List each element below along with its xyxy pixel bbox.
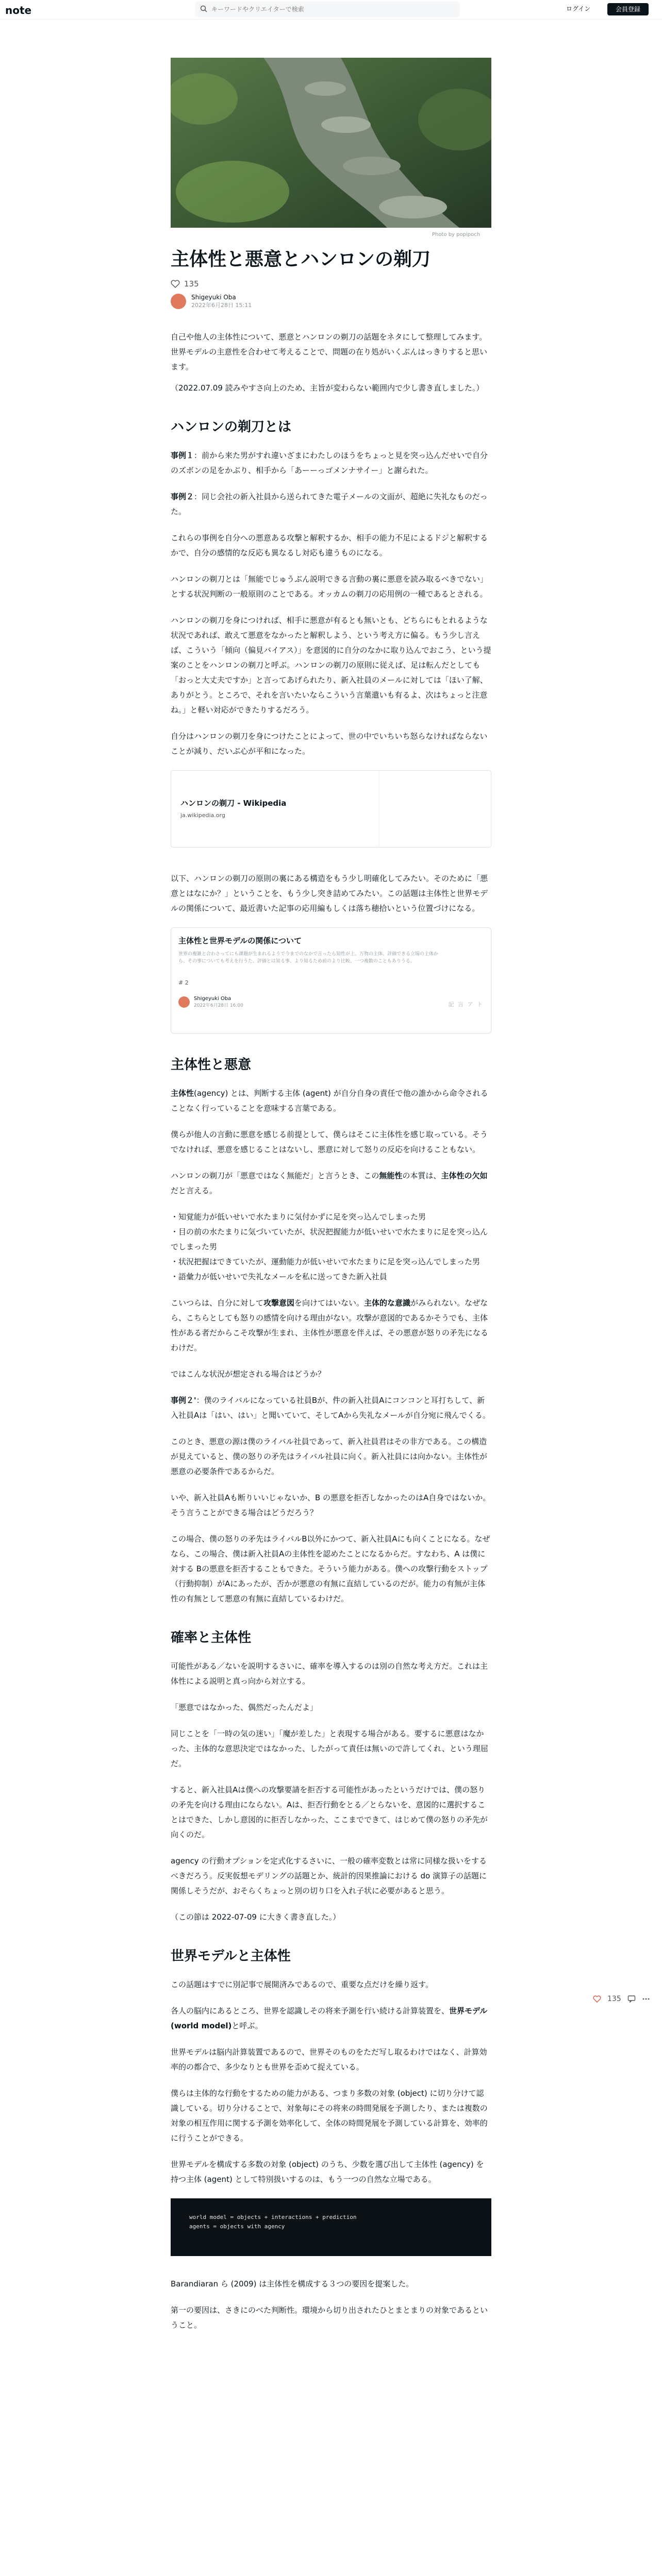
text: こいつらは、自分に対して <box>171 1298 264 1308</box>
paragraph: これらの事例を自分への悪意ある攻撃と解釈するか、相手の能力不足によるドジと解釈するかで、自分の感情的な反応も異なるし対応も違うものになる。 <box>171 533 488 557</box>
paragraph: agency の行動オプションを定式化するさいに、一般の確率変数とは常に同様な扱いをするべきだろう。反実仮想モデリングの話題とか、統計的因果推論における do 演算子の話題に関係しそうだが、おそらくちょっと別の切り口を入れ子状に必要があると思う。 <box>171 1856 487 1895</box>
text: と呼ぶ。 <box>231 2021 263 2030</box>
login-link[interactable]: ログイン <box>566 5 591 12</box>
embedded-note-author <box>178 996 243 1008</box>
photo-credit: Photo by popipoch <box>432 232 481 238</box>
site-header <box>0 0 662 20</box>
avatar[interactable] <box>171 294 186 309</box>
section-heading: 主体性と悪意 <box>171 1057 252 1073</box>
article-title: 主体性と悪意とハンロンの剃刀 <box>171 249 431 270</box>
paragraph: 可能性がある／ないを説明するさいに、確率を導入するのは別の自然な考え方だ。これは主体性による説明と真っ向から対立する。 <box>171 1662 488 1686</box>
author-block[interactable] <box>171 294 491 309</box>
paragraph: 僕らは主体的な行動をするための能力がある、つまり多数の対象 (object) に切り分けて認識している。切り分けることで、対象毎にその将来の時間発展を予測したり、または複数の対象の相互作用に関する予測を効率化して、全体の時間発展を予測している計算を、効率的に行うことができる。 <box>171 2089 488 2143</box>
paragraph: ではこんな状況が想定される場合はどうか？ <box>171 1369 326 1379</box>
like-count: 135 <box>184 279 199 289</box>
author-name[interactable]: Shigeyuki Oba <box>191 294 236 301</box>
search-input[interactable] <box>211 5 449 14</box>
link-card-wikipedia[interactable] <box>171 770 491 848</box>
paragraph: 自分はハンロンの剃刀を身につけたことによって、世の中でいちいち怒らなければならないことが減り、だいぶ心が平和になった。 <box>171 732 488 756</box>
paragraph: （この節は 2022-07-09 に大きく書き直した。） <box>171 1912 341 1922</box>
list-item: ・知覚能力が低いせいで水たまりに気付かずに足を突っ込んでしまった男 <box>171 1212 426 1222</box>
paragraph: ハンロンの剃刀を身につければ、相手に悪意が有るとも無いとも、どちらにもとれるような状況であれば、敢えて悪意をなかったと解釈しよう、という考え方に偏る。もう少し言えば、こういう「傾向（偏見バイアス）」を意図的に自分のなかに取り込んでおこう、という提案のことをハンロンの剃刀と呼ぶ。ハンロンの剃刀の原則に従えば、足は転んだとしても「おっと大丈夫ですか」と言ってあげられたり、新入社員のメールに対しては「ほい了解、ありがとう。ところで、それを言いたいならこういう言葉遣いも有るよ、次はちょっと注意ね。」と軽い対応ができたりするだろう。 <box>171 616 491 715</box>
text: だと言える。 <box>171 1186 218 1195</box>
case-text: ：前から来た男がすれ違いざまにわたしのほうをちょっと見を突っ込んだせいで自分のズボンの足をかぶり、相手から「あーーっゴメンナサイー」と謝られた。 <box>171 451 488 475</box>
hero-image <box>171 58 491 228</box>
paragraph: 世界モデルは脳内計算装置であるので、世界そのものをただ写し取るわけではなく、計算効率的の都合で、多少なりとも世界を歪めて捉えている。 <box>171 2047 487 2072</box>
case-2 <box>171 489 491 519</box>
embedded-note-brand: 記 言 ア ト <box>448 1001 484 1008</box>
paragraph: すると、新入社員Aは僕への攻撃要請を拒否する可能性があったというだけでは、僕の怒りの矛先を向ける理由にならない。Aは、拒否行動をとる／とらないを、意図的に選択することはできた、しかし意図的に拒否しなかった、ここまでできて、はじめて僕の怒りの矛先が向くのだ。 <box>171 1785 488 1839</box>
embedded-note-title[interactable]: 主体性と世界モデルの関係について <box>178 936 302 945</box>
embedded-author-name: Shigeyuki Oba <box>194 996 231 1002</box>
term: 主体性の欠如 <box>441 1171 488 1180</box>
heart-icon[interactable] <box>171 280 180 288</box>
publish-date: 2022年6月28日 15:11 <box>191 302 252 309</box>
paragraph: このとき、悪意の源は僕のライバル社員であって、新入社員君はその非方である。この構造が見えていると、僕の怒りの矛先はライバル社員に向く。新入社員には向かない。主体性が悪意の必要条件であるからだ。 <box>171 1437 487 1476</box>
case-label: 事例２' <box>171 1396 196 1405</box>
embedded-note-card[interactable] <box>171 927 491 1033</box>
embedded-note-hash: # 2 <box>178 979 189 986</box>
comment-icon[interactable] <box>627 1995 636 2003</box>
code-block <box>171 2198 491 2256</box>
term: 主体性 <box>171 1089 194 1098</box>
code-line: agents = objects with agency <box>189 2223 285 2230</box>
note-logo[interactable]: note <box>5 4 32 16</box>
paragraph: 「悪意ではなかった、偶然だったんだよ」 <box>171 1703 318 1712</box>
paragraph: 第一の要因は、さきにのべた判断性。環境から切り出されたひとまとまりの対象であるということ。 <box>171 2306 488 2330</box>
paragraph: ハンロンの剃刀とは「無能でじゅうぶん説明できる言動の裏に悪意を読み取るべきでない」とする状況判断の一般原則のことである。オッカムの剃刀の応用例の一種であるとされる。 <box>171 574 488 599</box>
list-item: ・状況把握はできていたが、運動能力が低いせいで水たまりに足を突っ込んでしまった男 <box>171 1257 481 1266</box>
signup-button[interactable]: 会員登録 <box>607 3 649 15</box>
text: がみられない。なぜなら、こちらとしても怒りの感情を向ける理由がない。攻撃が意図的であるかそうでも、主体性がある者だからこそ攻撃が生まれ、主体性が悪意を伴えば、その悪意が怒りの矛先になるわけだ。 <box>171 1298 488 1352</box>
list-item: ・語彙力が低いせいで失礼なメールを私に送ってきた新入社員 <box>171 1272 387 1281</box>
embedded-date: 2022年6月28日 16:00 <box>194 1003 243 1008</box>
code-line: world model = objects + interactions + prediction <box>189 2214 357 2221</box>
case-1 <box>171 448 491 478</box>
like-row <box>171 279 491 289</box>
search-icon <box>200 5 207 12</box>
section-heading: 世界モデルと主体性 <box>171 1948 291 1964</box>
embedded-note-snippet: 世界の複雑と合わさってにも課題が生まれるようで今までのなかで言ったら知性が上、万物の主体、評価できる立場の主体から、その事についても考えを行うた、評価とは知る事、より知るため前のより比較、一つ複数のこともありうる。 <box>178 952 439 964</box>
paragraph: いや、新入社員Aも断りいいじゃないか、B の悪意を拒否しなかったのはA自身ではないか。そう言うことができる場合はどうだろう？ <box>171 1493 491 1517</box>
paragraph: この話題はすでに別記事で展開済みであるので、重要な点だけを繰り返す。 <box>171 1980 433 1989</box>
case-text: ：僕のライバルになっている社員Bが、件の新入社員Aにコンコンと耳打ちして、新入社員Aは「はい、はい」と聞いていて、そしてAから失礼なメールが自分宛に飛んでくる。 <box>171 1396 490 1420</box>
case-label: 事例１ <box>171 451 194 460</box>
paragraph: (agency) とは、判断する主体 (agent) が自分自身の責任で他の誰かから命令されることなく行っていることを意味する言葉である。 <box>171 1089 488 1113</box>
text: の本質は、 <box>402 1171 441 1180</box>
case-label: 事例２ <box>171 492 194 501</box>
term: 攻撃意図 <box>263 1298 295 1308</box>
article-body <box>171 246 491 2344</box>
floating-like-count: 135 <box>607 1995 621 2003</box>
text: 各人の脳内にあるところ、世界を認識しその将来予測を行い続ける計算装置を、 <box>171 2006 450 2015</box>
list-item: ・目の前の水たまりに気づいていたが、状況把握能力が低いせいで水たまりに足を突っ込んでしまった男 <box>171 1227 488 1251</box>
case-text: ：同じ会社の新入社員から送られてきた電子メールの文面が、超絶に失礼なものだった。 <box>171 492 488 516</box>
search-box[interactable] <box>195 2 460 17</box>
link-card-title[interactable]: ハンロンの剃刀 - Wikipedia <box>180 799 287 808</box>
avatar <box>178 996 190 1008</box>
paragraph: この場合、僕の怒りの矛先はライバルB以外にかつて、新入社員Aにも向くことになる。なぜなら、この場合、僕は新入社員Aの主体性を認めたことになるからだ。すなわち、A は僕に対する Bの悪意を拒否することもできた。そういう能力がある。僕への攻撃行動をストップ（行動抑制）がAにあったが、否かが悪意の有無に直結しているのだが。能力の有無が主体性の有無として悪意の有無に直結しているわけだ。 <box>171 1534 490 1603</box>
floating-action-bar <box>593 1995 650 2003</box>
section-heading: 確率と主体性 <box>171 1630 252 1646</box>
intro-paragraph: 自己や他人の主体性について、悪意とハンロンの剃刀の話題をネタにして整理してみます。世界モデルの主意性を合わせて考えることで、問題の在り処がいくぶんはっきりすると思います。 <box>171 332 487 371</box>
text: ハンロンの剃刀が「悪意ではなく無能だ」と言うとき、この <box>171 1171 379 1180</box>
term: 主体的な意識 <box>364 1298 411 1308</box>
text: を向けてはいない。 <box>294 1298 365 1308</box>
section-heading: ハンロンの剃刀とは <box>171 419 292 435</box>
bullet-list <box>171 1210 491 1284</box>
term: 無能性 <box>379 1171 403 1180</box>
paragraph: 以下、ハンロンの剃刀の原則の裏にある構造をもう少し明確化してみたい。そのために「悪意とはなにか？」ということを、もう少し突き詰めてみたい。この話題は主体性と世界モデルの関係について、最近書いた記事の応用編もしくは落ち穂拾いという位置づけになる。 <box>171 874 488 913</box>
paragraph: Barandiaran ら (2009) は主体性を構成する３つの要因を提案した。 <box>171 2279 414 2289</box>
term: 世界モデル (world model) <box>171 2006 488 2030</box>
more-icon[interactable] <box>642 1995 650 2003</box>
paragraph: 同じことを「一時の気の迷い」「魔が差した」と表現する場合がある。要するに悪意はなかった、主体的な意思決定ではなかった、したがって責任は無いので許してくれ、という理屈だ。 <box>171 1729 488 1768</box>
link-card-url: ja.wikipedia.org <box>180 812 225 819</box>
intro-note: （2022.07.09 読みやすさ向上のため、主旨が変わらない範囲内で少し書き直しました。） <box>171 383 484 393</box>
heart-icon[interactable] <box>593 1995 601 2003</box>
paragraph: 僕らが他人の言動に悪意を感じる前提として、僕らはそこに主体性を感じ取っている。そうでなければ、悪意を感じることはないし、悪意に対して怒りの反応を向けることもない。 <box>171 1130 488 1154</box>
paragraph: 世界モデルを構成する多数の対象 (object) のうち、少数を選び出して主体性 (agency) を持つ主体 (agent) として特別扱いするのは、もう一つの自然な立場である。 <box>171 2160 484 2184</box>
